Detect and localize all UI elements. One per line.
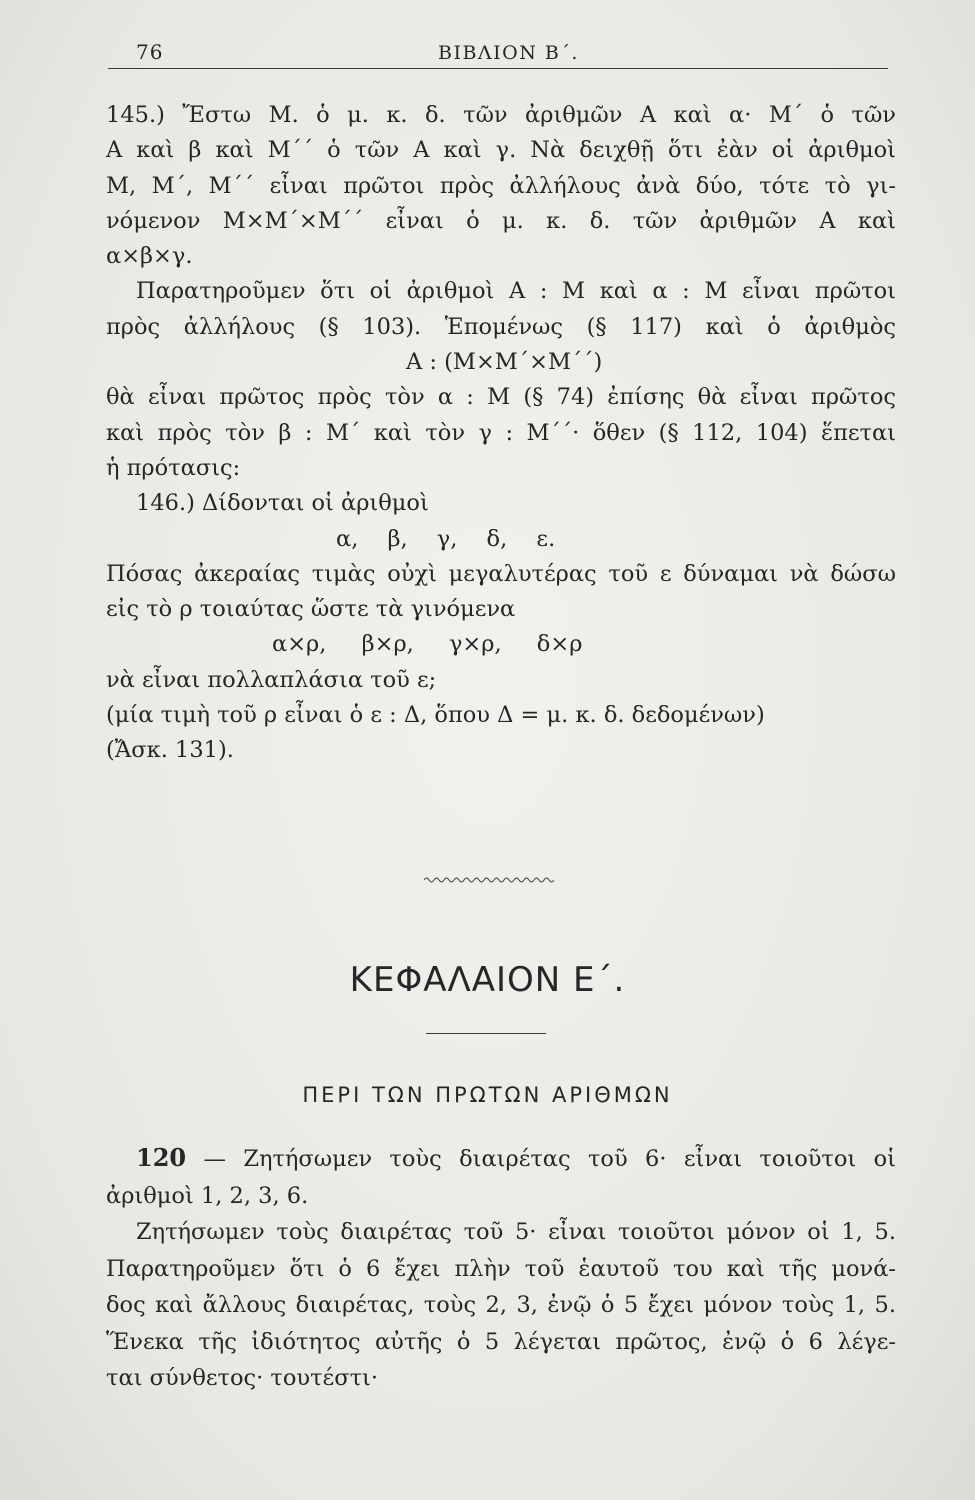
problem-145-statement [106,98,896,274]
text-line: Ζητήσωμεν τοὺς διαιρέτας τοῦ 5· εἶναι τοιοῦτοι μόνον οἱ 1, 5. [136,1219,896,1245]
section-120-body [106,1140,896,1397]
text-line: Α καὶ β καὶ Μ΄΄ ὁ τῶν Α καὶ γ. Νὰ δειχθῇ ὅτι ἐὰν οἱ ἀριθμοὶ [106,137,896,164]
text-line: θὰ εἶναι πρῶτος πρὸς τὸν α : Μ (§ 74) ἐπίσης θὰ εἶναι πρῶτος [106,384,896,411]
problem-146-question [106,557,896,628]
text-line: νόμενον Μ×Μ΄×Μ΄΄ εἶναι ὁ μ. κ. δ. τῶν ἀριθμῶν Α καὶ [106,207,896,234]
chapter-title: ΚΕΦΑΛΑΙΟΝ Ε΄. [349,960,626,1000]
paragraph-number: 120 [136,1143,187,1172]
problem-146-intro: 146.) Δίδονται οἱ ἀριθμοὶ [136,490,429,517]
problem-146-ending [106,663,896,769]
text-line: α×β×γ. [106,243,193,270]
section-title: ΠΕΡΙ ΤΩΝ ΠΡΩΤΩΝ ΑΡΙΘΜΩΝ [302,1083,673,1107]
values-display: α, β, γ, δ, ε. [336,525,556,552]
text-line: Παρατηροῦμεν ὅτι ὁ 6 ἔχει πλὴν τοῦ ἑαυτοῦ του καὶ τῆς μονά- [106,1255,896,1282]
text-line: δος καὶ ἄλλους διαιρέτας, τοὺς 2, 3, ἐνῷ ὁ 5 ἔχει μόνον τοὺς 1, 5. [106,1292,896,1318]
problems-section [106,98,896,769]
text-line: νὰ εἶναι πολλαπλάσια τοῦ ε; [106,666,437,693]
text-line: Πόσας ἀκεραίας τιμὰς οὐχὶ μεγαλυτέρας τοῦ ε δύναμαι νὰ δώσω [106,560,896,587]
running-head: ΒΙΒΛΙΟΝ Β΄. [438,42,579,64]
problem-145-proof [106,274,896,345]
text-line: 145.) Ἔστω Μ. ὁ μ. κ. δ. τῶν ἀριθμῶν Α καὶ α· Μ΄ ὁ τῶν [106,102,896,128]
formula-display: Α : (Μ×Μ΄×Μ΄΄) [406,349,603,376]
chapter-rule [426,1033,546,1034]
page-header [108,36,888,72]
text-line: ἀριθμοὶ 1, 2, 3, 6. [106,1182,309,1209]
section-120-paragraph-1 [106,1140,896,1214]
section-120-paragraph-3 [106,1251,896,1397]
text-line [106,1140,896,1178]
text-line: ἡ πρότασις: [106,454,241,481]
page-number: 76 [136,40,164,64]
text-line: (Ἄσκ. 131). [106,737,234,764]
text-line: καὶ πρὸς τὸν β : Μ΄ καὶ τὸν γ : Μ΄΄· ὅθεν (§ 112, 104) ἕπεται [106,419,896,446]
text-line: Παρατηροῦμεν ὅτι οἱ ἀριθμοὶ Α : Μ καὶ α : Μ εἶναι πρῶτοι [136,278,896,305]
text-line: εἰς τὸ ρ τοιαύτας ὥστε τὰ γινόμενα [106,596,516,623]
products-display: α×ρ, β×ρ, γ×ρ, δ×ρ [272,631,583,658]
text-line: Μ, Μ΄, Μ΄΄ εἶναι πρῶτοι πρὸς ἀλλήλους ἀνὰ δύο, τότε τὸ γι- [106,172,896,199]
section-120-paragraph-2 [106,1214,896,1251]
wavy-divider [424,876,554,884]
text-line: πρὸς ἀλλήλους (§ 103). Ἑπομένως (§ 117) καὶ ὁ ἀριθμὸς [106,313,896,340]
text-line: ται σύνθετος· τουτέστι· [106,1365,378,1391]
text-fragment: — Ζητήσωμεν τοὺς διαιρέτας τοῦ 6· εἶναι τοιοῦτοι οἱ [203,1146,896,1172]
header-rule [108,68,888,69]
text-line: (μία τιμὴ τοῦ ρ εἶναι ὁ ε : Δ, ὅπου Δ = μ. κ. δ. δεδομένων) [106,702,765,729]
problem-145-conclusion [106,380,896,486]
text-line: Ἕνεκα τῆς ἰδιότητος αὐτῆς ὁ 5 λέγεται πρῶτος, ἐνῷ ὁ 6 λέγε- [106,1328,896,1355]
